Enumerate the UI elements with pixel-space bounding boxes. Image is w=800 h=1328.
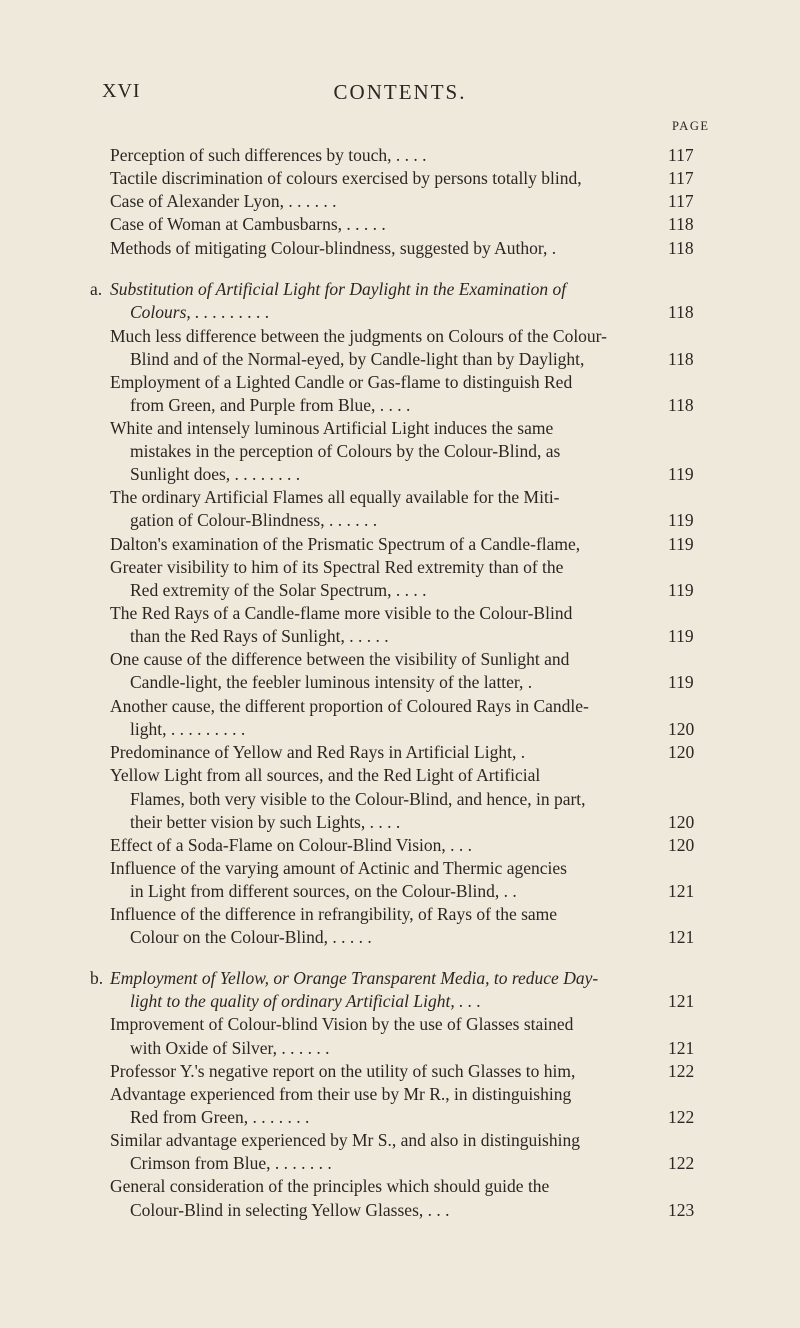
contents-line: [110, 237, 710, 260]
contents-line: [110, 417, 710, 440]
running-head-title: CONTENTS.: [333, 80, 467, 104]
page-number: 122: [668, 1107, 695, 1127]
page-number: 123: [668, 1200, 695, 1220]
entry-text: Red from Green, . . . . . . .: [130, 1107, 310, 1127]
page-number: 117: [668, 145, 694, 165]
contents-line: [110, 325, 710, 348]
page-number: 121: [668, 881, 695, 901]
entry-text: One cause of the difference between the visibility of Sunlight and: [110, 649, 570, 669]
contents-line: [110, 144, 710, 167]
contents-line: [130, 394, 710, 417]
page-number: 120: [668, 835, 695, 855]
page-number: 119: [668, 534, 694, 554]
entry-text: Perception of such differences by touch, . . . .: [110, 145, 427, 165]
entry-text: The ordinary Artificial Flames all equally available for the Miti-: [110, 487, 560, 507]
contents-line: [110, 1060, 710, 1083]
entry-text: Dalton's examination of the Prismatic Spectrum of a Candle-flame,: [110, 534, 581, 554]
entry-text: General consideration of the principles which should guide the: [110, 1176, 550, 1196]
entry-text: mistakes in the perception of Colours by the Colour-Blind, as: [130, 441, 561, 461]
entry-text: Advantage experienced from their use by Mr R., in distinguishing: [110, 1084, 572, 1104]
entry-text: Yellow Light from all sources, and the Red Light of Artificial: [110, 765, 541, 785]
page-number: 119: [668, 464, 694, 484]
contents-line: [110, 602, 710, 625]
contents-line: [110, 1013, 710, 1036]
page-number: 120: [668, 719, 695, 739]
page-number: 120: [668, 742, 695, 762]
contents-line: [130, 880, 710, 903]
entry-text: their better vision by such Lights, . . . .: [130, 812, 401, 832]
section-marker: a.: [90, 279, 103, 299]
contents-line: [110, 967, 710, 990]
page-column-label: PAGE: [672, 119, 710, 133]
contents-line: [130, 1106, 710, 1129]
contents-line: [110, 648, 710, 671]
contents-line: [130, 509, 710, 532]
page-number: 120: [668, 812, 695, 832]
entry-text: Tactile discrimination of colours exercised by persons totally blind,: [110, 168, 582, 188]
entry-text: Candle-light, the feebler luminous intensity of the latter, .: [130, 672, 533, 692]
contents-line: [110, 167, 710, 190]
entry-text: in Light from different sources, on the Colour-Blind, . .: [130, 881, 517, 901]
page-folio: XVI: [102, 80, 141, 102]
page-number: 122: [668, 1153, 695, 1173]
page-number: 121: [668, 1038, 695, 1058]
entry-text: with Oxide of Silver, . . . . . .: [130, 1038, 330, 1058]
section-marker: b.: [90, 968, 104, 988]
entry-text: Employment of Yellow, or Orange Transparent Media, to reduce Day-: [110, 968, 599, 988]
entry-text: Greater visibility to him of its Spectral Red extremity than of the: [110, 557, 564, 577]
contents-line: [130, 625, 710, 648]
entry-text: than the Red Rays of Sunlight, . . . . .: [130, 626, 389, 646]
page-number: 118: [668, 238, 694, 258]
contents-line: [110, 903, 710, 926]
entry-text: Effect of a Soda-Flame on Colour-Blind Vision, . . .: [110, 835, 473, 855]
contents-line: [130, 301, 710, 324]
page-number: 121: [668, 927, 695, 947]
contents-line: [110, 695, 710, 718]
page-number: 117: [668, 191, 694, 211]
entry-text: Improvement of Colour-blind Vision by the use of Glasses stained: [110, 1014, 574, 1034]
contents-line: [110, 1129, 710, 1152]
page-number: 118: [668, 302, 694, 322]
entry-text: Case of Alexander Lyon, . . . . . .: [110, 191, 337, 211]
entry-text: Colour on the Colour-Blind, . . . . .: [130, 927, 372, 947]
entry-text: Influence of the difference in refrangibility, of Rays of the same: [110, 904, 558, 924]
contents-line: [110, 556, 710, 579]
contents-line: [130, 1199, 710, 1222]
entry-text: Professor Y.'s negative report on the utility of such Glasses to him,: [110, 1061, 576, 1081]
contents-line: [130, 718, 710, 741]
contents-line: [110, 190, 710, 213]
contents-line: [110, 278, 710, 301]
contents-line: [130, 1152, 710, 1175]
entry-text: Substitution of Artificial Light for Daylight in the Examination of: [110, 279, 567, 299]
contents-line: [110, 741, 710, 764]
page-number: 118: [668, 349, 694, 369]
page-number: 118: [668, 214, 694, 234]
entry-text: Red extremity of the Solar Spectrum, . . . .: [130, 580, 427, 600]
page-number: 118: [668, 395, 694, 415]
contents-line: [110, 533, 710, 556]
page-number: 122: [668, 1061, 695, 1081]
contents-line: [130, 440, 710, 463]
page-number: 119: [668, 510, 694, 530]
entry-text: White and intensely luminous Artificial Light induces the same: [110, 418, 554, 438]
contents-line: [130, 579, 710, 602]
entry-text: Predominance of Yellow and Red Rays in Artificial Light, .: [110, 742, 526, 762]
contents-line: [110, 834, 710, 857]
entry-text: Colours, . . . . . . . . .: [130, 302, 270, 322]
entry-text: light to the quality of ordinary Artificial Light, . . .: [130, 991, 481, 1011]
contents-line: [130, 788, 710, 811]
entry-text: from Green, and Purple from Blue, . . . .: [130, 395, 411, 415]
entry-text: Blind and of the Normal-eyed, by Candle-light than by Daylight,: [130, 349, 585, 369]
contents-line: [110, 764, 710, 787]
contents-line: [130, 463, 710, 486]
contents-line: [130, 811, 710, 834]
entry-text: Crimson from Blue, . . . . . . .: [130, 1153, 332, 1173]
page-number: 121: [668, 991, 695, 1011]
page-number: 119: [668, 580, 694, 600]
entry-text: Case of Woman at Cambusbarns, . . . . .: [110, 214, 386, 234]
contents-line: [130, 348, 710, 371]
contents-line: [130, 1037, 710, 1060]
contents-line: [110, 213, 710, 236]
entry-text: light, . . . . . . . . .: [130, 719, 246, 739]
entry-text: The Red Rays of a Candle-flame more visible to the Colour-Blind: [110, 603, 573, 623]
entry-text: Methods of mitigating Colour-blindness, suggested by Author, .: [110, 238, 557, 258]
contents-line: [110, 371, 710, 394]
entry-text: Influence of the varying amount of Actinic and Thermic agencies: [110, 858, 567, 878]
page-number: 119: [668, 672, 694, 692]
page-number: 117: [668, 168, 694, 188]
contents-line: [130, 990, 710, 1013]
entry-text: Flames, both very visible to the Colour-Blind, and hence, in part,: [130, 789, 586, 809]
entry-text: Similar advantage experienced by Mr S., and also in distinguishing: [110, 1130, 580, 1150]
contents-line: [110, 1083, 710, 1106]
contents-line: [130, 671, 710, 694]
entry-text: Colour-Blind in selecting Yellow Glasses, . . .: [130, 1200, 450, 1220]
contents-line: [130, 926, 710, 949]
entry-text: Employment of a Lighted Candle or Gas-flame to distinguish Red: [110, 372, 573, 392]
contents-line: [110, 1175, 710, 1198]
page-number: 119: [668, 626, 694, 646]
entry-text: gation of Colour-Blindness, . . . . . .: [130, 510, 378, 530]
contents-line: [110, 857, 710, 880]
contents-line: [110, 486, 710, 509]
entry-text: Much less difference between the judgments on Colours of the Colour-: [110, 326, 607, 346]
entry-text: Sunlight does, . . . . . . . .: [130, 464, 301, 484]
entry-text: Another cause, the different proportion of Coloured Rays in Candle-: [110, 696, 589, 716]
